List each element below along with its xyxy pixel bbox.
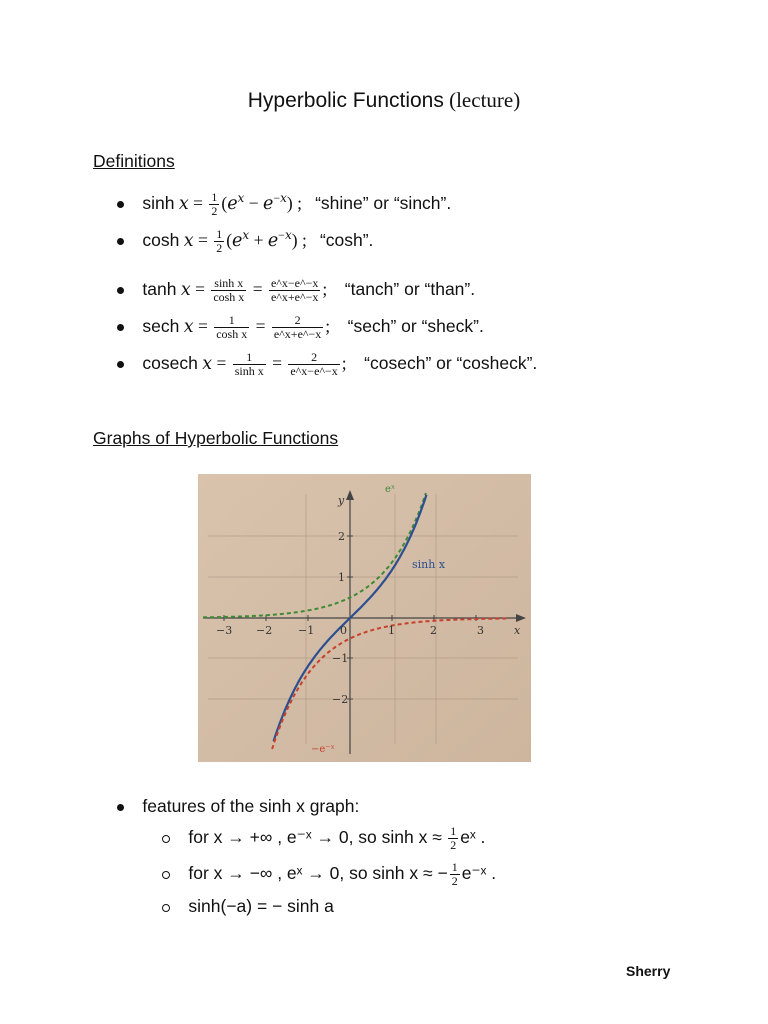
fraction: $\frac{1}{2}$ [211,190,218,219]
fraction: $\frac{2}{e\^{}x+e\^{}-x}$ [273,313,322,342]
y-axis-label: y [338,494,345,507]
x-tick-label: 3 [477,624,484,637]
x-tick-label: 0 [340,624,347,637]
func-name: sech [142,316,180,336]
func-name: cosech [142,353,198,373]
graph-svg [198,474,531,762]
sub-bullet [162,904,170,912]
definition-sinh: sinh x = $\frac{1}{2}$ $(e^x - e^{-x})$ ; “shine” or “sinch”. [117,190,451,218]
page-title [0,88,768,113]
fraction: $\frac{1}{\text{sinh x}}$ [234,350,264,379]
nickname: “cosh”. [319,230,374,250]
nickname: “tanch” or “than”. [344,279,476,299]
sub-bullet [162,871,170,879]
fraction: $\frac{1}{2}$ [451,860,458,889]
definition-tanh: tanh x = $\frac{\text{sinh x}}{\text{cosh x}}$ = $\frac{e\^{}x-e\^{}-x}{e\^{}x+e\^{}-x}$ ; “tanch” or “than”. [117,276,475,304]
features-title: features of the sinh x graph: [142,796,360,816]
definition-cosech: cosech x = $\frac{1}{\text{sinh x}}$ = $\frac{2}{e\^{}x-e\^{}-x}$ ; “cosech” or “cosheck”. [117,350,537,378]
y-tick-label: −1 [332,652,349,665]
func-name: sinh [142,193,175,213]
fraction: $\frac{2}{e\^{}x-e\^{}-x}$ [290,350,338,379]
sinh-curve-label: sinh x [412,558,446,571]
title-sub: (lecture) [449,88,521,112]
bullet [117,201,124,208]
fraction: $\frac{e\^{}x-e\^{}-x}{e\^{}x+e\^{}-x}$ [270,276,319,305]
features-item [117,793,359,819]
title-main: Hyperbolic Functions [247,89,444,112]
bullet [117,804,124,811]
fraction: $\frac{1}{2}$ [216,227,223,256]
fraction: $\frac{1}{\text{cosh x}}$ [216,313,248,342]
bullet [117,287,124,294]
fraction: $\frac{\text{sinh x}}{\text{cosh x}}$ [213,276,245,305]
nickname: “sech” or “sheck”. [347,316,484,336]
bullet [117,361,124,368]
definition-cosh: cosh x = $\frac{1}{2}$ $(e^x + e^{-x})$ ; “cosh”. [117,227,373,255]
func-name: tanh [142,279,177,299]
func-name: cosh [142,230,180,250]
feature-sub-2: for x → −∞ , eˣ → 0, so sinh x ≈ − $\frac{1}{2}$ e⁻ˣ . [162,860,496,888]
x-tick-label: −3 [216,624,233,637]
x-tick-label: −2 [256,624,273,637]
x-axis-label: x [514,624,521,637]
bullet [117,324,124,331]
x-tick-label: 2 [430,624,437,637]
definitions-heading: Definitions [93,151,175,171]
nickname: “cosech” or “cosheck”. [364,353,538,373]
sub-bullet [162,835,170,843]
definition-sech: sech x = $\frac{1}{\text{cosh x}}$ = $\frac{2}{e\^{}x+e\^{}-x}$ ; “sech” or “sheck”. [117,313,484,341]
y-tick-label: 2 [338,530,345,543]
graphs-heading: Graphs of Hyperbolic Functions [93,428,339,448]
x-tick-label: 1 [388,624,395,637]
nickname: “shine” or “sinch”. [315,193,452,213]
y-tick-label: −2 [332,693,349,706]
feature-sub-1: for x → +∞ , e⁻ˣ → 0, so sinh x ≈ $\frac{1}{2}$ eˣ . [162,824,485,852]
bullet [117,238,124,245]
fraction: $\frac{1}{2}$ [450,824,457,853]
exp-curve-label: eˣ [385,484,396,495]
hyperbolic-graph-photo [198,474,531,762]
neg-exp-curve-label: −e⁻ˣ [311,744,335,755]
x-tick-label: −1 [298,624,315,637]
author-signature: Sherry [626,963,671,979]
feature-sub-3: sinh(−a) = − sinh a [162,893,334,919]
y-tick-label: 1 [338,571,345,584]
